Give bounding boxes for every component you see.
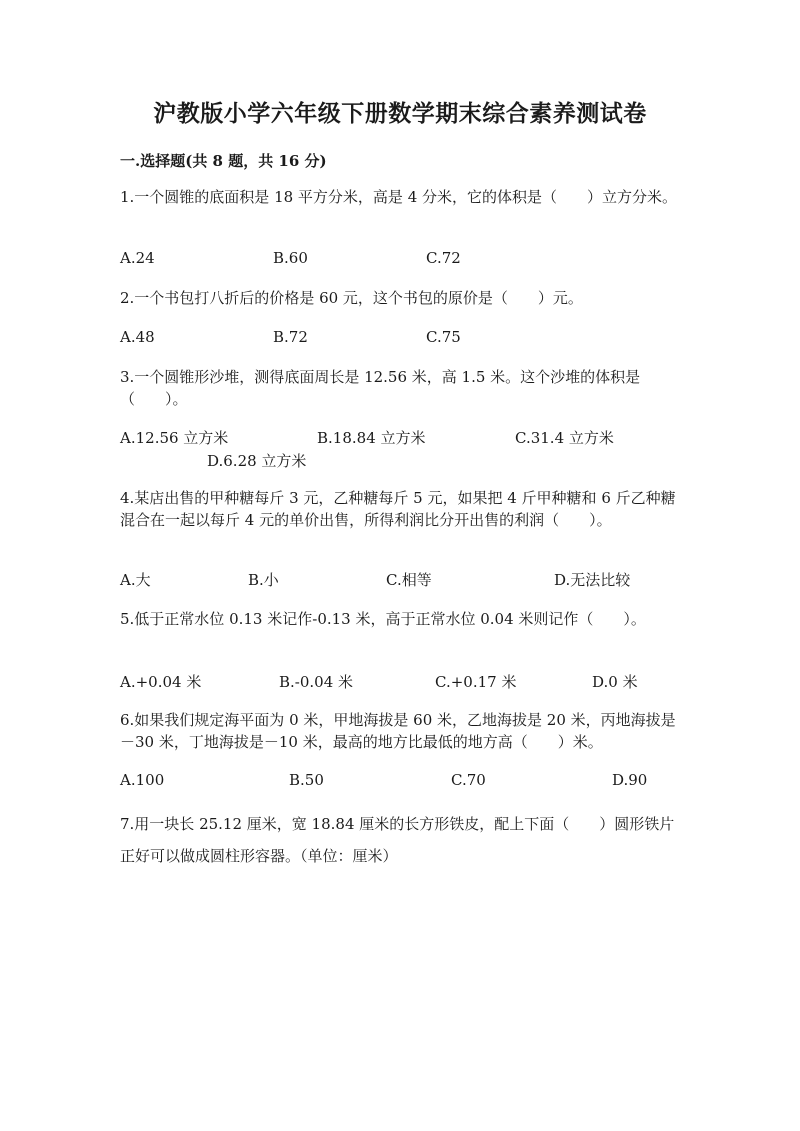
q1-option-a[interactable]: A.24	[120, 249, 155, 267]
q2-option-b[interactable]: B.72	[273, 328, 308, 346]
q5-option-c[interactable]: C.+0.17 米	[435, 673, 517, 691]
question-5: 5.低于正常水位 0.13 米记作-0.13 米，高于正常水位 0.04 米则记作（ ）。	[120, 610, 646, 628]
q5-option-b[interactable]: B.-0.04 米	[279, 673, 354, 691]
q5-option-d[interactable]: D.0 米	[592, 673, 638, 691]
q2-option-c[interactable]: C.75	[426, 328, 461, 346]
q6-option-c[interactable]: C.70	[451, 771, 486, 789]
question-3: 3.一个圆锥形沙堆，测得底面周长是 12.56 米，高 1.5 米。这个沙堆的体积是（ ）。	[120, 368, 641, 408]
q5-option-a[interactable]: A.+0.04 米	[120, 673, 202, 691]
q4-option-b[interactable]: B.小	[248, 571, 279, 589]
question-2: 2.一个书包打八折后的价格是 60 元，这个书包的原价是（ ）元。	[120, 289, 583, 307]
page-title: 沪教版小学六年级下册数学期末综合素养测试卷	[153, 100, 647, 127]
q6-option-d[interactable]: D.90	[612, 771, 648, 789]
q1-option-b[interactable]: B.60	[273, 249, 308, 267]
q2-option-a[interactable]: A.48	[120, 328, 155, 346]
q1-option-c[interactable]: C.72	[426, 249, 461, 267]
q3-option-d[interactable]: D.6.28 立方米	[207, 452, 307, 470]
q3-option-c[interactable]: C.31.4 立方米	[515, 429, 614, 447]
q4-option-d[interactable]: D.无法比较	[554, 571, 631, 589]
q3-option-a[interactable]: A.12.56 立方米	[120, 429, 229, 447]
q6-option-b[interactable]: B.50	[289, 771, 324, 789]
q6-option-a[interactable]: A.100	[120, 771, 165, 789]
question-4: 4.某店出售的甲种糖每斤 3 元，乙种糖每斤 5 元，如果把 4 斤甲种糖和 6 斤乙种糖混合在一起以每斤 4 元的单价出售，所得利润比分开出售的利润（ ）。	[120, 489, 676, 529]
question-7: 7.用一块长 25.12 厘米，宽 18.84 厘米的长方形铁皮，配上下面（ ）圆形铁片正好可以做成圆柱形容器。（单位：厘米）	[120, 815, 675, 865]
q4-option-a[interactable]: A.大	[120, 571, 151, 589]
question-1: 1.一个圆锥的底面积是 18 平方分米，高是 4 分米，它的体积是（ ）立方分米。	[120, 188, 678, 206]
section-heading: 一.选择题(共 8 题，共 16 分)	[120, 152, 327, 170]
q4-option-c[interactable]: C.相等	[386, 571, 432, 589]
q3-option-b[interactable]: B.18.84 立方米	[317, 429, 426, 447]
question-6: 6.如果我们规定海平面为 0 米，甲地海拔是 60 米，乙地海拔是 20 米，丙地海拔是－30 米，丁地海拔是－10 米，最高的地方比最低的地方高（ ）米。	[120, 711, 676, 751]
